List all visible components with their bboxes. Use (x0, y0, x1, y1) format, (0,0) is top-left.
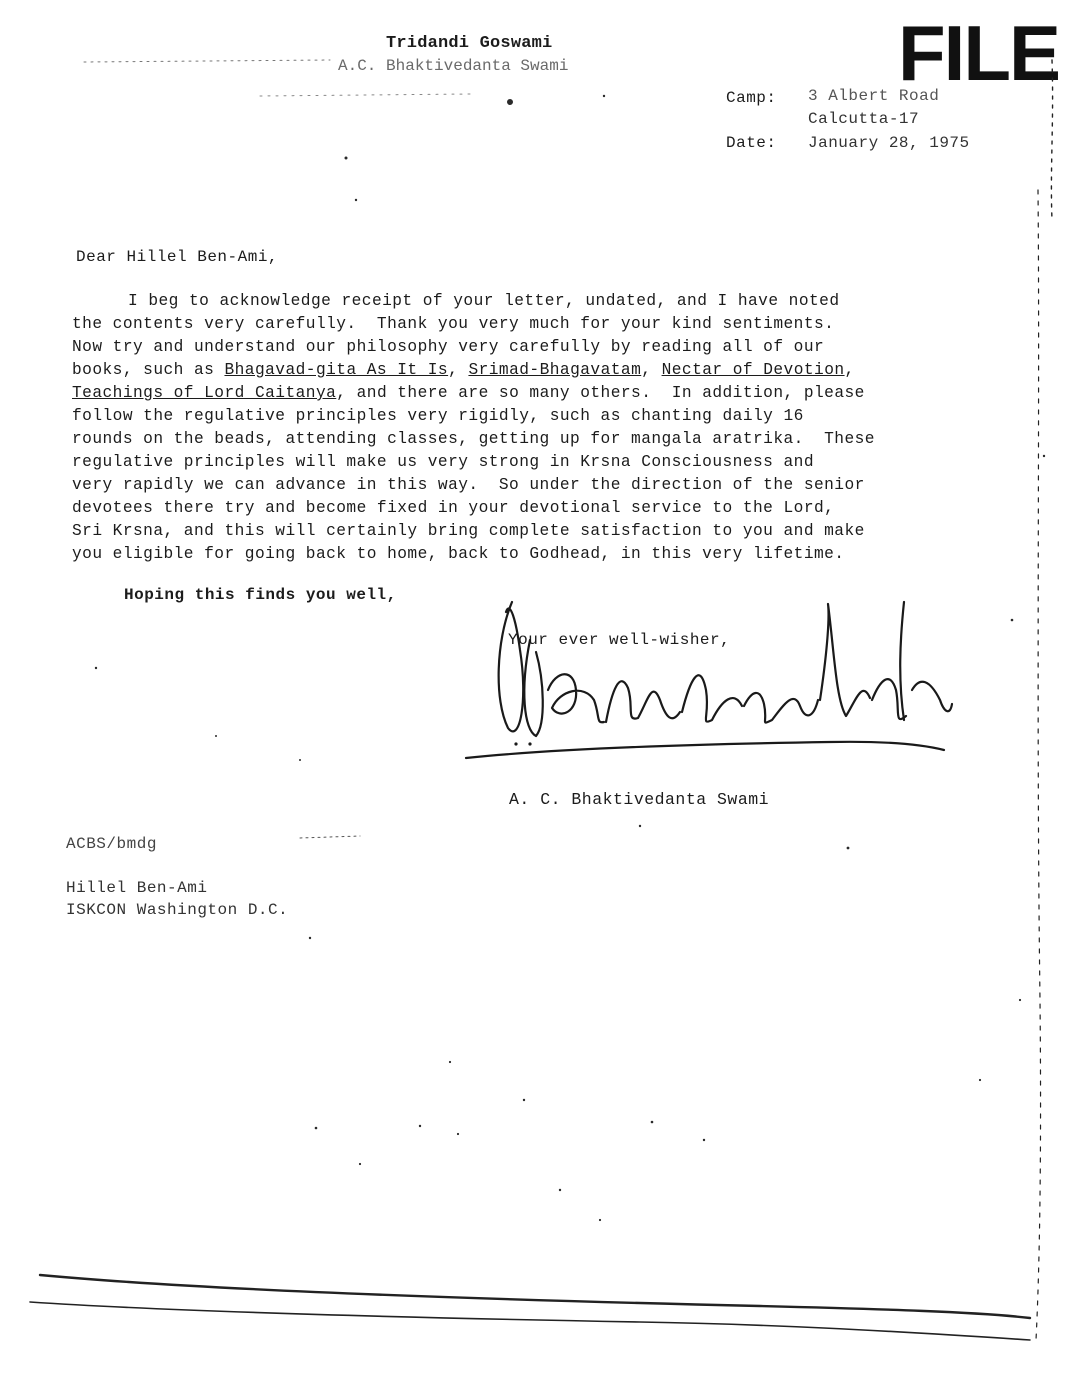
book-title-nectar: Nectar of Devotion (661, 361, 845, 379)
body-line-3: Now try and understand our philosophy very carefully by reading all of our (72, 338, 825, 356)
body-line-8: regulative principles will make us very strong in Krsna Consciousness and (72, 453, 814, 471)
camp-city: Calcutta-17 (808, 110, 920, 128)
body-line-7: rounds on the beads, attending classes, getting up for mangala aratrika. These (72, 430, 875, 448)
letterhead-title: Tridandi Goswami (386, 34, 553, 53)
body-line-5-text: , and there are so many others. In addition, please (336, 384, 865, 402)
date-label: Date: (726, 134, 777, 152)
letterhead-name: A.C. Bhaktivedanta Swami (338, 57, 569, 75)
file-stamp: FILE (898, 9, 1059, 97)
recipient-name: Hillel Ben-Ami (66, 879, 208, 897)
body-line-10: devotees there try and become fixed in your devotional service to the Lord, (72, 499, 835, 517)
camp-label: Camp: (726, 89, 777, 107)
body-line-6: follow the regulative principles very rigidly, such as chanting daily 16 (72, 407, 804, 425)
book-title-teachings: Teachings of Lord Caitanya (72, 384, 337, 402)
typist-initials: ACBS/bmdg (66, 835, 157, 853)
body-line-4-text: books, such as (72, 361, 225, 379)
body-line-9: very rapidly we can advance in this way. So under the direction of the senior (72, 476, 865, 494)
signature-name: A. C. Bhaktivedanta Swami (509, 790, 770, 809)
body-line-1: I beg to acknowledge receipt of your letter, undated, and I have noted (128, 292, 840, 310)
signoff: Your ever well-wisher, (508, 631, 731, 649)
body-line-2: the contents very carefully. Thank you very much for your kind sentiments. (72, 315, 835, 333)
camp-address: 3 Albert Road (808, 87, 940, 105)
closing: Hoping this finds you well, (124, 586, 397, 604)
letter-date: January 28, 1975 (808, 134, 970, 152)
body-line-11: Sri Krsna, and this will certainly bring complete satisfaction to you and make (72, 522, 865, 540)
book-title-gita: Bhagavad-gita As It Is (224, 361, 449, 379)
body-line-12: you eligible for going back to home, back to Godhead, in this very lifetime. (72, 545, 845, 563)
book-title-bhagavatam: Srimad-Bhagavatam (468, 361, 642, 379)
body-line-4: books, such as Bhagavad-gita As It Is, Srimad-Bhagavatam, Nectar of Devotion, (72, 361, 855, 379)
recipient-location: ISKCON Washington D.C. (66, 901, 289, 919)
salutation: Dear Hillel Ben-Ami, (76, 248, 279, 266)
